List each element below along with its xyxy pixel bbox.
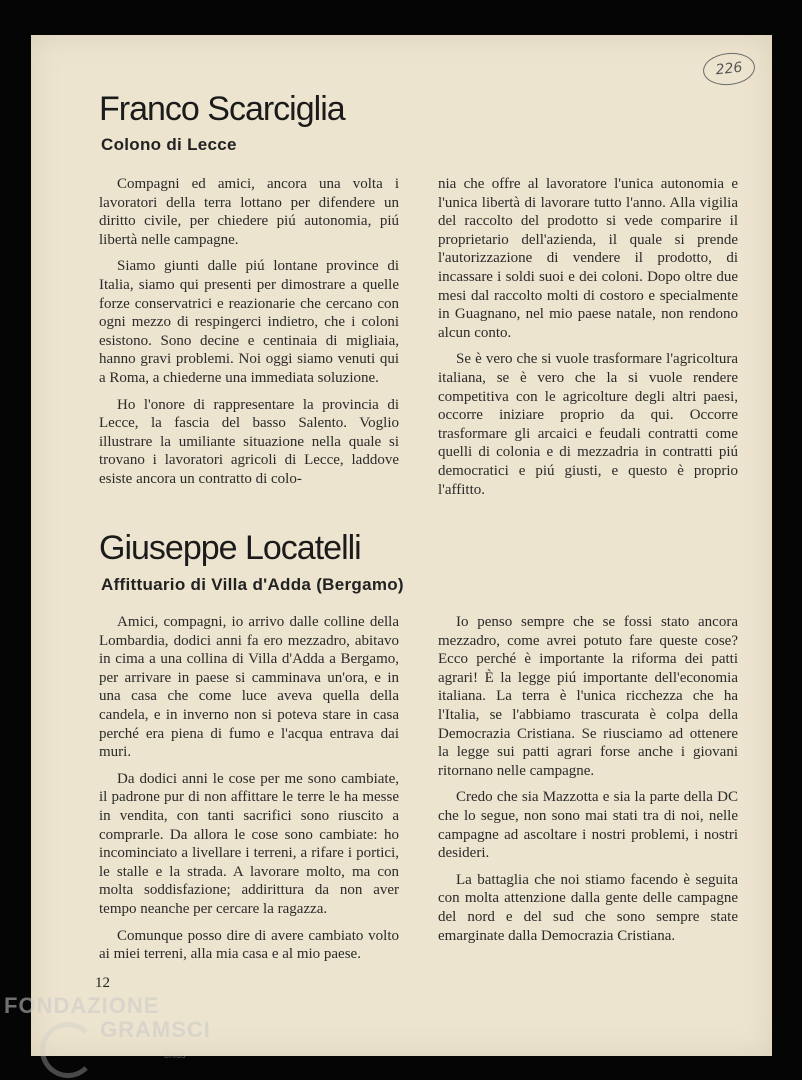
paragraph: Io penso sempre che se fossi stato ancora mezzadro, come avrei potuto fare queste cose? Ecco perché è importante la riforma dei patti agrari! È la legge piú importante dell'economia italiana. La terra è l'unica ricchezza che ha l'Italia, se l'abbiamo trascurata è colpa della Democrazia Cristiana. Se riusciamo ad ottenere la legge sui patti agrari forse anche i giovani ritornano nelle campagne. (438, 614, 738, 779)
paragraph: Comunque posso dire di avere cambiato volto ai miei terreni, alla mia casa e al mio paese. (99, 927, 399, 963)
section2-title: Giuseppe Locatelli (99, 529, 361, 567)
paragraph: Siamo giunti dalle piú lontane province di Italia, siamo qui presenti per dimostrare a quelle forze conservatrici e reazionarie che cercano con ogni mezzo di respingerci indietro, che i coloni esistono. Sono decine e centinaia di migliaia, hanno gravi problemi. Noi oggi siamo venuti qui a Roma, a chiederne una immediata soluzione. (99, 258, 399, 386)
watermark-line2: GRAMSCI (100, 1017, 211, 1042)
document-page (31, 35, 772, 1056)
paragraph: nia che offre al lavoratore l'unica autonomia e l'unica libertà di lavorare tutto l'anno. Alla vigilia del raccolto del prodotto si vede comparire il proprietario dell'azienda, il quale si prende l'autorizzazione di vendere il prodotto, di incassare i soldi suoi e dei coloni. Dopo oltre due mesi dal raccolto molti di costoro e specialmente in Guagnano, nel mio paese natale, non rendono alcun conto. (438, 176, 738, 341)
paragraph: La battaglia che noi stiamo facendo è seguita con molta attenzione dalla gente delle campagne del nord e del sud che sono sempre state emarginate dalla Democrazia Cristiana. (438, 871, 738, 944)
paragraph: Se è vero che si vuole trasformare l'agricoltura italiana, se è vero che la si vuole rendere competitiva con le agricolture degli altri paesi, occorre iniziare proprio da qui. Occorre trasformare gli arcaici e feudali contratti come quelli di colonia e di mezzadria in contratti piú democratici e piú giusti, e questo è proprio l'affitto. (438, 351, 738, 498)
watermark-line1: FONDAZIONE (4, 993, 160, 1018)
paragraph: Credo che sia Mazzotta e sia la parte della DC che lo segue, non sono mai stati tra di noi, nelle campagne ad ascoltare i nostri problemi, i nostri desideri. (438, 789, 738, 862)
paragraph: Da dodici anni le cose per me sono cambiate, il padrone pur di non affittare le terre le ha messe in vendita, con tanti sacrifici sono riuscito a comprarle. Da allora le cose sono cambiate: ho incominciato a livellare i terreni, a rifare i portici, le stalle e la strada. A lavorare molto, ma con molta soddisfazione; addirittura da non aver tempo neanche per cercare la ragazza. (99, 770, 399, 917)
watermark-line3: onlus (164, 1050, 186, 1060)
page-number: 12 (95, 975, 110, 991)
section2-right-column (438, 613, 738, 953)
section1-left-column (99, 175, 399, 497)
section1-subtitle: Colono di Lecce (101, 135, 237, 154)
section1-title: Franco Scarciglia (99, 90, 345, 128)
paragraph: Compagni ed amici, ancora una volta i lavoratori della terra lottano per difendere un diritto civile, per chiedere piú autonomia, piú libertà nelle campagne. (99, 176, 399, 248)
paragraph: Amici, compagni, io arrivo dalle colline della Lombardia, dodici anni fa ero mezzadro, abitavo in cima a una collina di Villa d'Adda a Bergamo, per arrivare in paese si camminava un'ora, e in una casa che come luce aveva quella della candela, e in inverno non si poteva stare in casa perché era piena di fumo e l'acqua entrava dai muri. (99, 614, 399, 761)
paragraph: Ho l'onore di rappresentare la provincia di Lecce, la fascia del basso Salento. Voglio illustrare la umiliante situazione nella quale si trovano i lavoratori agricoli di Lecce, laddove esiste ancora un contratto di colo- (99, 396, 399, 487)
section2-subtitle: Affittuario di Villa d'Adda (Bergamo) (101, 575, 404, 594)
watermark (4, 994, 211, 1042)
section2-left-column (99, 613, 399, 972)
archive-stamp: 226 (701, 50, 756, 87)
section1-right-column (438, 175, 738, 507)
